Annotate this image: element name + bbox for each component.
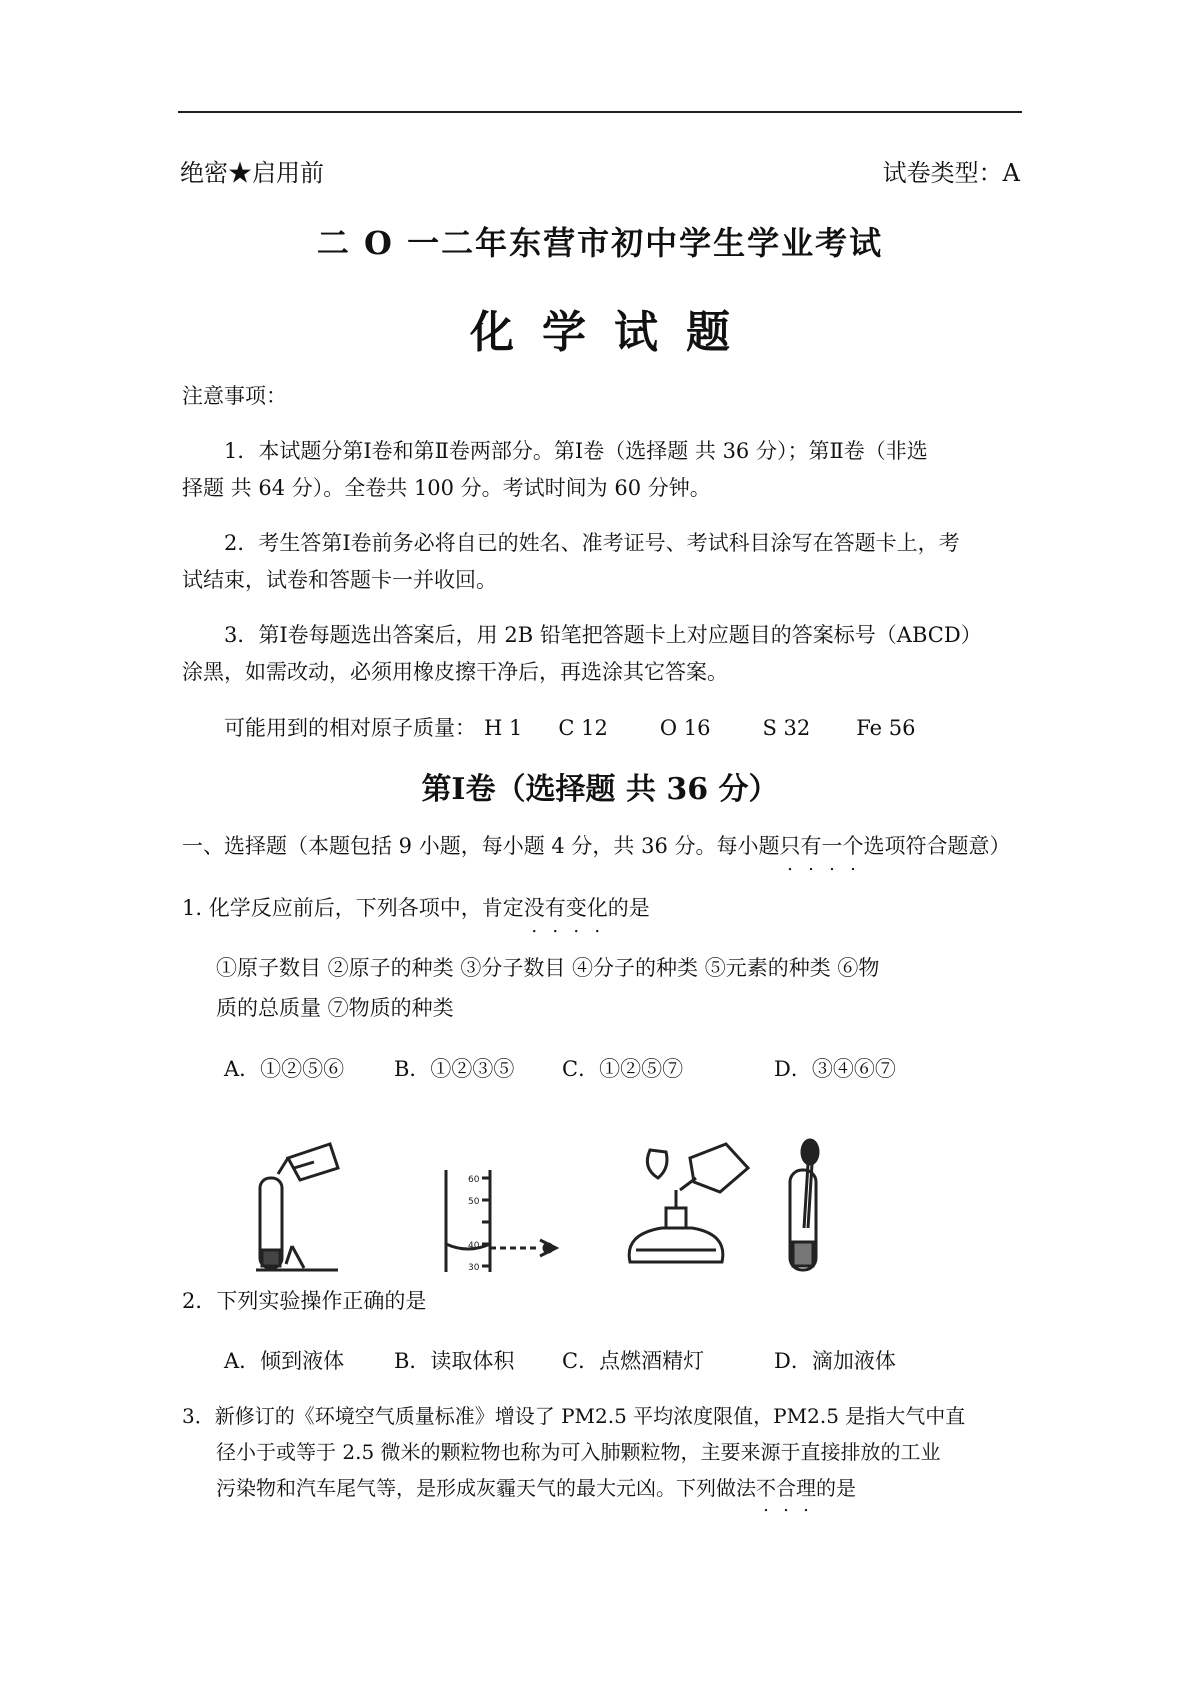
question-1-text-pre: 1. 化学反应前后，下列各项中，: [182, 896, 482, 920]
atomic-mass-c: C 12: [558, 716, 608, 740]
tick-label: 30: [468, 1263, 480, 1273]
exam-title: 二 O 一二年东营市初中学生学业考试: [316, 224, 884, 262]
note-1-line-2: 择题 共 64 分）。全卷共 100 分。考试时间为 60 分钟。: [182, 476, 711, 500]
cylinder-tick-labels: [468, 1175, 480, 1273]
tick-label: 60: [468, 1175, 480, 1185]
paper-type-label: 试卷类型：A: [882, 159, 1020, 187]
question-1-char: 肯: [481, 896, 503, 920]
question-1-option-a[interactable]: A．①②⑤⑥: [224, 1057, 345, 1081]
question-2-option-a[interactable]: A．倾到液体: [224, 1349, 345, 1373]
confidential-label: 绝密★启用前: [180, 159, 324, 187]
emphasis-char: 只: [779, 834, 801, 858]
atomic-mass-fe: Fe 56: [856, 716, 916, 740]
part-1-text-pre: 一、选择题（本题包括 9 小题，每小题 4 分，共 36 分。每小题: [182, 834, 780, 858]
question-3-line-2: 径小于或等于 2.5 微米的颗粒物也称为可入肺颗粒物，主要来源于直接排放的工业: [216, 1440, 941, 1464]
atomic-mass-o: O 16: [659, 716, 711, 740]
graduated-cylinder-drawing: [446, 1170, 556, 1272]
question-2-option-c[interactable]: C．点燃酒精灯: [562, 1349, 705, 1373]
header-rule: [178, 111, 1022, 113]
note-1-line-1: 1．本试题分第Ⅰ卷和第Ⅱ卷两部分。第Ⅰ卷（选择题 共 36 分）；第Ⅱ卷（非选: [224, 439, 928, 463]
emphasis-char: 合: [776, 1476, 796, 1500]
lab-operations-figure: [250, 1138, 900, 1278]
atomic-mass-h: H 1: [484, 716, 523, 740]
alcohol-lamp-drawing: [629, 1144, 748, 1262]
tick-label: 40: [468, 1241, 480, 1251]
question-3-line-1: 3．新修订的《环境空气质量标准》增设了 PM2.5 平均浓度限值，PM2.5 是指大气中直: [182, 1404, 966, 1428]
emphasis-char: 理: [796, 1476, 816, 1500]
emphasis-char: 不: [756, 1476, 776, 1500]
part-1-instructions: [182, 830, 1011, 860]
emphasis-char: 个: [842, 834, 864, 858]
tick-label: 50: [468, 1197, 480, 1207]
emphasis-char: 没: [523, 896, 545, 920]
question-3-text-post: 的是: [816, 1476, 856, 1500]
emphasis-char: 有: [800, 834, 822, 858]
part-1-text-post: 选项符合题意）: [863, 834, 1011, 858]
note-3-line-1: 3．第Ⅰ卷每题选出答案后，用 2B 铅笔把答题卡上对应题目的答案标号（ABCD）: [224, 623, 982, 647]
emphasis-char: 化: [586, 896, 608, 920]
question-1-items-line-1: ①原子数目 ②原子的种类 ③分子数目 ④分子的种类 ⑤元素的种类 ⑥物: [216, 956, 880, 980]
emphasis-char: 一: [821, 834, 843, 858]
subject-title: 化学试题: [470, 307, 758, 358]
question-1-option-d[interactable]: D．③④⑥⑦: [774, 1057, 896, 1081]
question-1-text-post: 的是: [607, 896, 650, 920]
notes-heading: 注意事项：: [182, 384, 287, 408]
atomic-mass-label: 可能用到的相对原子质量：: [224, 716, 476, 740]
question-2-option-b[interactable]: B．读取体积: [394, 1349, 515, 1373]
question-2-stem: 2．下列实验操作正确的是: [182, 1289, 427, 1313]
question-1-option-b[interactable]: B．①②③⑤: [394, 1057, 515, 1081]
dropper-test-tube-drawing: [790, 1140, 818, 1270]
emphasis-char: 变: [565, 896, 587, 920]
question-1-stem: [182, 892, 650, 922]
section-1-title: 第Ⅰ卷（选择题 共 36 分）: [421, 772, 779, 807]
pouring-liquid-drawing: [256, 1144, 338, 1270]
question-1-option-c[interactable]: C．①②⑤⑦: [562, 1057, 684, 1081]
question-1-items-line-2: 质的总质量 ⑦物质的种类: [216, 996, 454, 1020]
atomic-mass-s: S 32: [762, 716, 811, 740]
question-2-option-d[interactable]: D．滴加液体: [774, 1349, 896, 1373]
note-2-line-2: 试结束，试卷和答题卡一并收回。: [182, 568, 497, 592]
question-1-char: 定: [502, 896, 524, 920]
atomic-mass-row: [224, 712, 916, 742]
note-2-line-1: 2．考生答第Ⅰ卷前务必将自已的姓名、准考证号、考试科目涂写在答题卡上，考: [224, 531, 960, 555]
emphasis-char: 有: [544, 896, 566, 920]
question-3-line-3: [216, 1472, 856, 1501]
question-3-text-pre: 污染物和汽车尾气等，是形成灰霾天气的最大元凶。下列做法: [216, 1476, 756, 1500]
note-3-line-2: 涂黑，如需改动，必须用橡皮擦干净后，再选涂其它答案。: [182, 660, 728, 684]
